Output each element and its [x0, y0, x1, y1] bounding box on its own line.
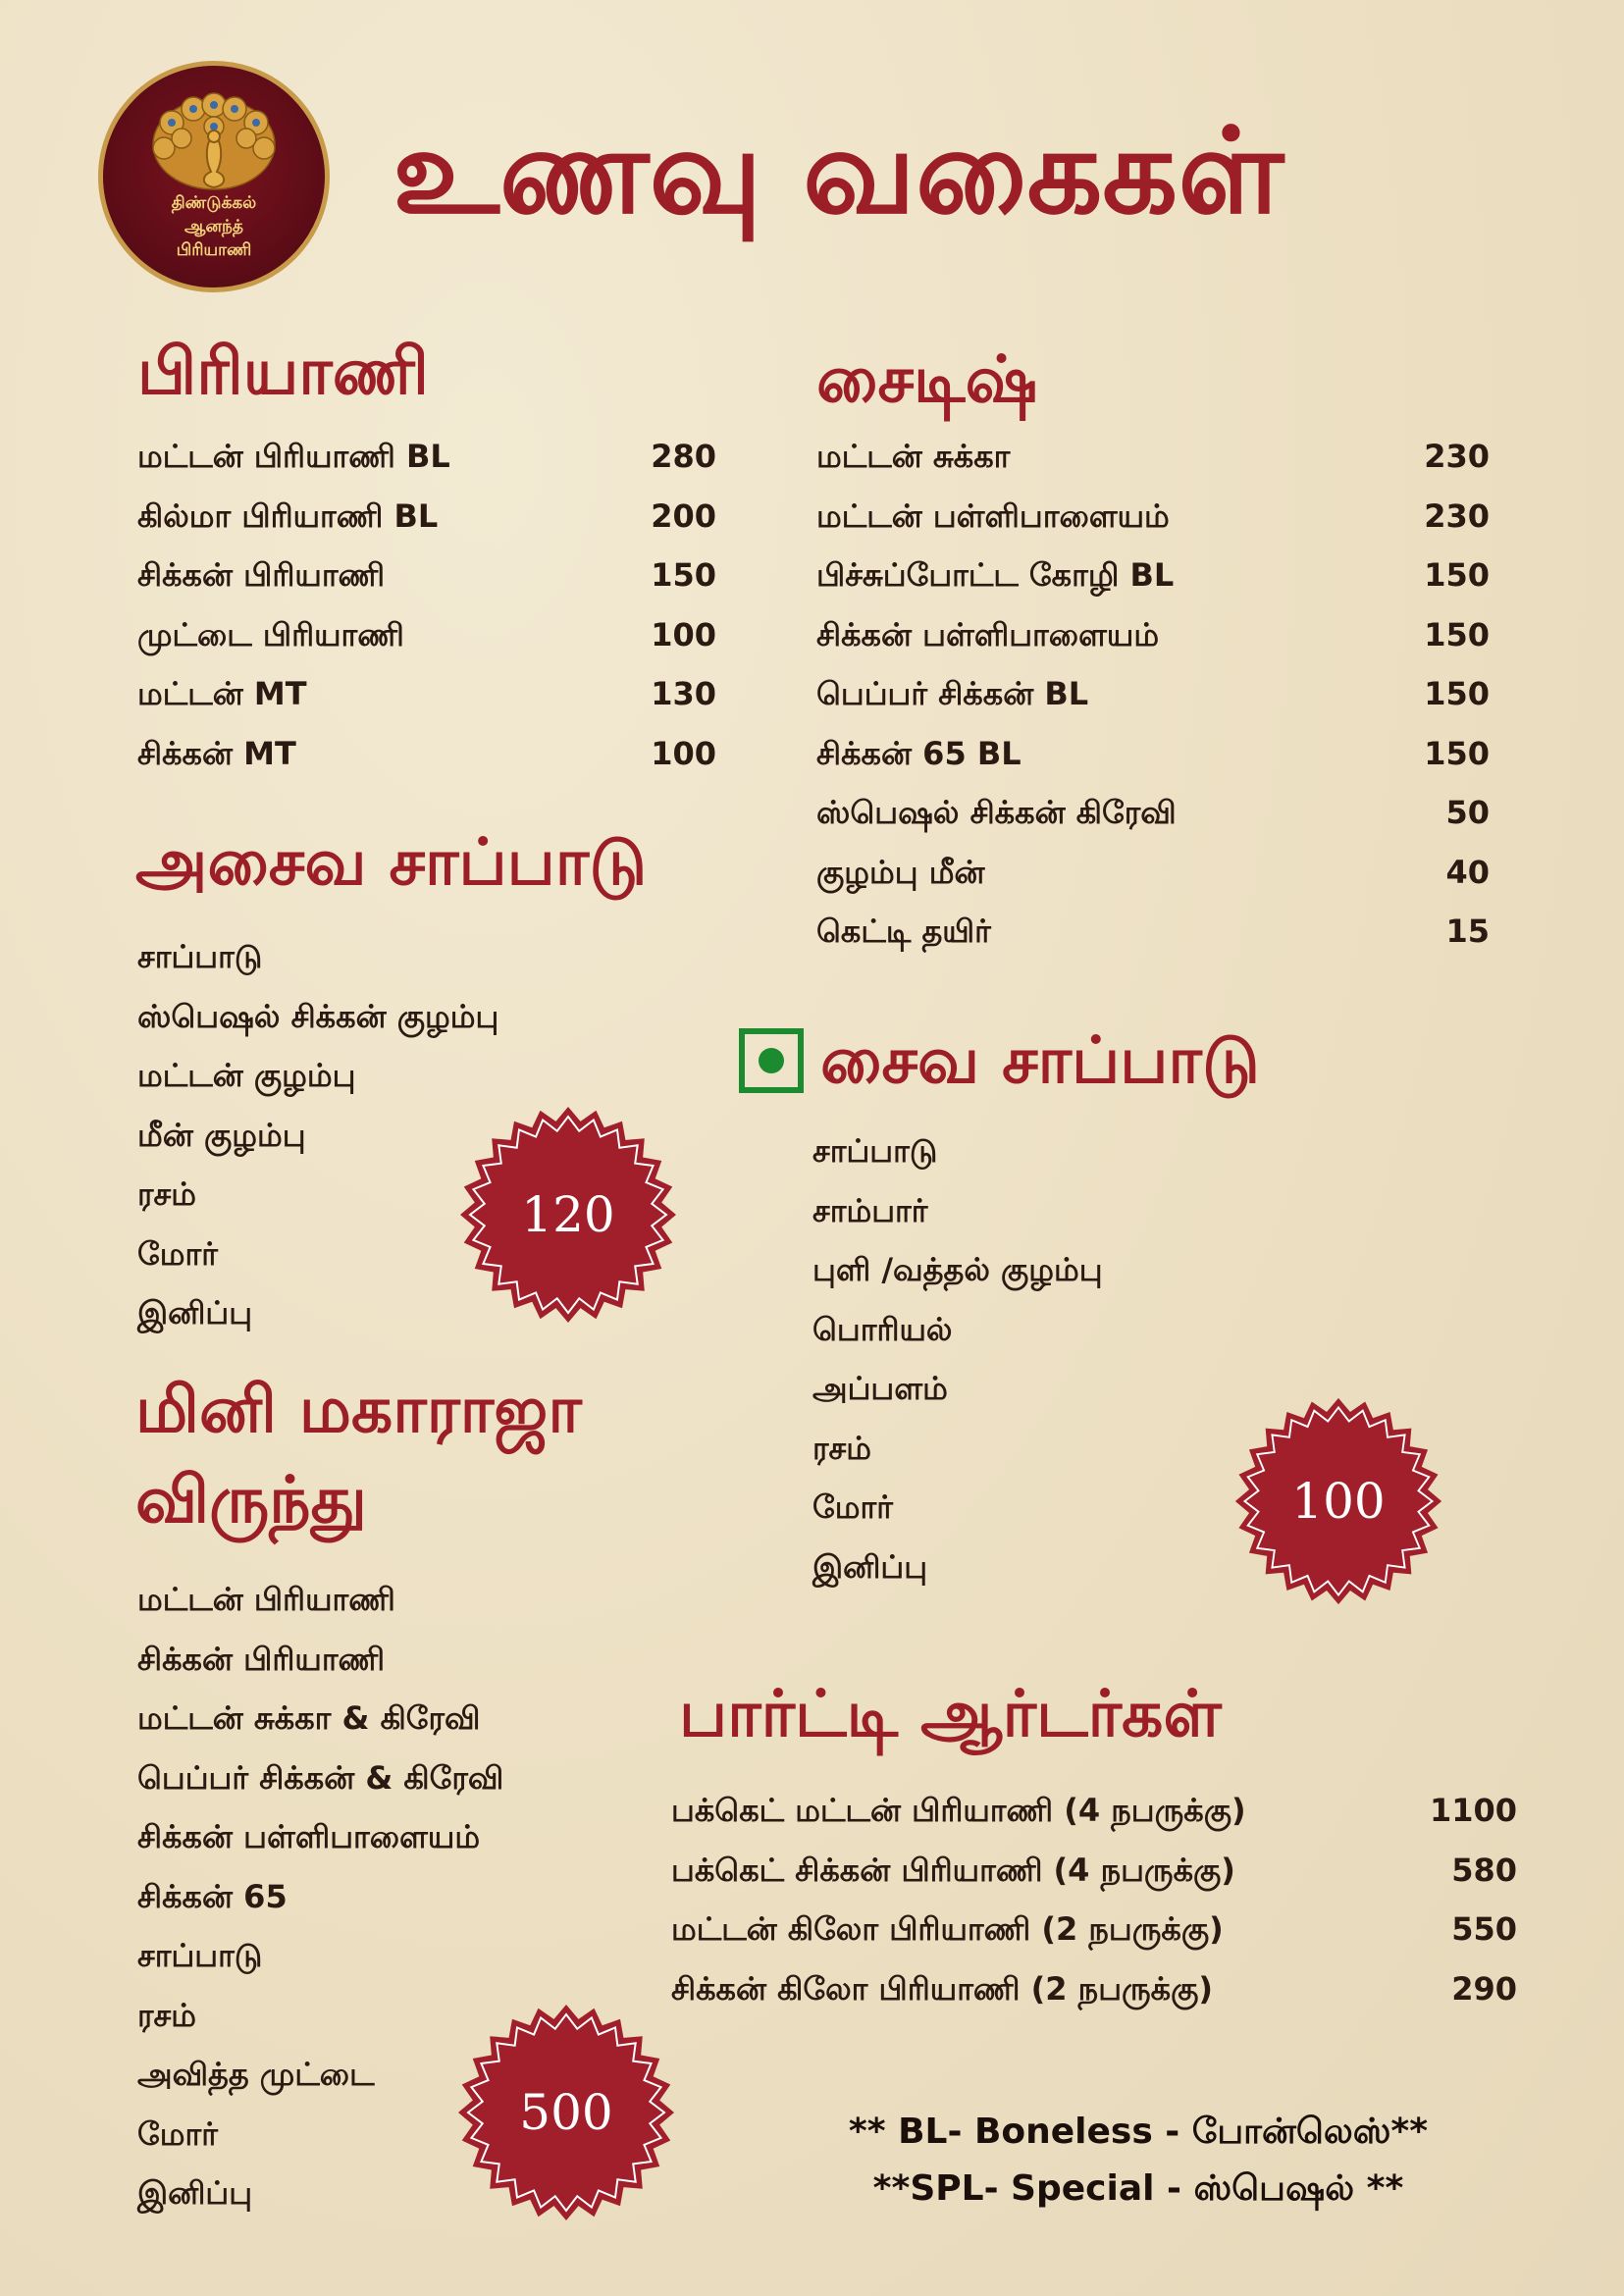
sidedish-heading: சைடிஷ்: [816, 340, 1038, 417]
price-badge-nonveg: [457, 1104, 679, 1326]
menu-item: [137, 605, 716, 665]
price-badge-mini-maharaja: [455, 2002, 677, 2223]
item-name: மட்டன் பள்ளிபாளையம்: [816, 496, 1170, 535]
menu-item: [671, 1959, 1517, 2019]
veg-symbol-icon: [739, 1028, 804, 1093]
menu-item: [671, 1900, 1517, 1959]
item-name: பக்கெட் சிக்கன் பிரியாணி (4 நபருக்கு): [671, 1851, 1235, 1889]
item-name: கெட்டி தயிர்: [816, 913, 991, 950]
list-item: சாப்பாடு: [137, 1937, 263, 1974]
list-item: மோர்: [137, 2114, 218, 2153]
item-price: 150: [1424, 615, 1490, 653]
menu-item: [137, 427, 716, 487]
logo-line-1: திண்டுக்கல்: [171, 193, 257, 213]
item-name: சிக்கன் MT: [137, 734, 296, 772]
mini-maharaja-heading-line1: மினி மகாராஜா: [135, 1371, 582, 1447]
item-name: முட்டை பிரியாணி: [137, 615, 404, 653]
item-price: 290: [1451, 1969, 1517, 2008]
badge-price: 120: [521, 1186, 615, 1243]
logo-line-2: ஆனந்த்: [184, 217, 243, 236]
list-item: அவித்த முட்டை: [137, 2056, 375, 2093]
sidedish-list: [816, 427, 1490, 962]
item-name: பக்கெட் மட்டன் பிரியாணி (4 நபருக்கு): [671, 1792, 1246, 1829]
list-item: சாம்பார்: [812, 1191, 928, 1229]
menu-item: [671, 1781, 1517, 1841]
menu-item: [816, 546, 1490, 605]
menu-item: [816, 724, 1490, 784]
list-item: மட்டன் பிரியாணி: [137, 1581, 395, 1618]
item-price: 550: [1451, 1910, 1517, 1948]
mini-maharaja-heading-line2: விருந்து: [135, 1461, 367, 1538]
list-item: ரசம்: [137, 1175, 196, 1213]
veg-meals-heading: சைவ சாப்பாடு: [820, 1021, 1260, 1098]
badge-price: 500: [519, 2084, 613, 2141]
list-item: பெப்பர் சிக்கன் & கிரேவி: [137, 1758, 504, 1797]
item-price: 200: [651, 496, 716, 535]
item-price: 100: [651, 615, 716, 653]
restaurant-logo: [98, 61, 330, 292]
list-item: பொரியல்: [812, 1310, 953, 1348]
item-price: 100: [651, 734, 716, 772]
biryani-list: [137, 427, 716, 783]
item-price: 150: [651, 556, 716, 594]
menu-item: [137, 664, 716, 724]
list-item: சிக்கன் 65: [137, 1877, 288, 1915]
list-item: இனிப்பு: [812, 1547, 928, 1586]
list-item: புளி /வத்தல் குழம்பு: [812, 1251, 1103, 1288]
list-item: அப்பளம்: [812, 1370, 948, 1407]
item-name: பிச்சுப்போட்ட கோழி BL: [816, 556, 1175, 594]
list-item: சாப்பாடு: [812, 1132, 938, 1170]
price-badge-veg: [1232, 1395, 1444, 1607]
item-price: 580: [1451, 1851, 1517, 1889]
item-name: சிக்கன் பள்ளிபாளையம்: [816, 615, 1160, 653]
item-price: 230: [1424, 438, 1490, 475]
list-item: ஸ்பெஷல் சிக்கன் குழம்பு: [137, 997, 499, 1035]
menu-item: [671, 1841, 1517, 1901]
list-item: ரசம்: [812, 1429, 871, 1467]
menu-item: [137, 546, 716, 605]
menu-item: [816, 487, 1490, 547]
menu-item: [816, 843, 1490, 903]
item-price: 40: [1445, 853, 1490, 891]
item-name: சிக்கன் 65 BL: [816, 734, 1022, 772]
item-name: பெப்பர் சிக்கன் BL: [816, 675, 1089, 712]
item-price: 150: [1424, 556, 1490, 594]
party-orders-heading: பார்ட்டி ஆர்டர்கள்: [679, 1675, 1222, 1751]
menu-item: [816, 605, 1490, 665]
list-item: சாப்பாடு: [137, 938, 263, 975]
list-item: மோர்: [137, 1234, 218, 1273]
logo-line-3: பிரியாணி: [176, 240, 252, 260]
item-price: 1100: [1429, 1792, 1517, 1829]
menu-title: உணவு வகைகள்: [393, 102, 1284, 240]
list-item: சிக்கன் பிரியாணி: [137, 1640, 386, 1678]
list-item: மட்டன் சுக்கா & கிரேவி: [137, 1699, 481, 1737]
note-boneless: ** BL- Boneless - போன்லெஸ்**: [848, 2112, 1429, 2152]
item-price: 150: [1424, 734, 1490, 772]
item-price: 130: [651, 675, 716, 712]
list-item: இனிப்பு: [137, 1294, 253, 1331]
item-name: சிக்கன் கிலோ பிரியாணி (2 நபருக்கு): [671, 1969, 1214, 2008]
list-item: மட்டன் குழம்பு: [137, 1057, 356, 1094]
item-price: 15: [1445, 913, 1490, 950]
item-name: மட்டன் சுக்கா: [816, 438, 1011, 475]
list-item: மீன் குழம்பு: [137, 1116, 306, 1154]
menu-item: [816, 427, 1490, 487]
list-item: ரசம்: [137, 1996, 196, 2034]
nonveg-meals-heading: அசைவ சாப்பாடு: [135, 823, 648, 900]
item-name: சிக்கன் பிரியாணி: [137, 556, 386, 594]
item-price: 150: [1424, 675, 1490, 712]
biryani-heading: பிரியாணி: [137, 333, 429, 409]
item-price: 50: [1445, 794, 1490, 831]
list-item: இனிப்பு: [137, 2174, 253, 2212]
item-price: 230: [1424, 496, 1490, 535]
item-name: கில்மா பிரியாணி BL: [137, 496, 439, 535]
note-special: **SPL- Special - ஸ்பெஷல் **: [872, 2168, 1404, 2209]
item-name: ஸ்பெஷல் சிக்கன் கிரேவி: [816, 794, 1177, 831]
party-orders-list: [671, 1781, 1517, 2018]
menu-item: [137, 487, 716, 547]
item-name: மட்டன் பிரியாணி BL: [137, 438, 450, 475]
menu-item: [816, 664, 1490, 724]
menu-item: [816, 902, 1490, 962]
item-name: குழம்பு மீன்: [816, 853, 985, 891]
menu-item: [816, 783, 1490, 843]
list-item: சிக்கன் பள்ளிபாளையம்: [137, 1818, 481, 1855]
item-price: 280: [651, 438, 716, 475]
item-name: மட்டன் கிலோ பிரியாணி (2 நபருக்கு): [671, 1910, 1224, 1948]
menu-item: [137, 724, 716, 784]
badge-price: 100: [1291, 1473, 1386, 1530]
item-name: மட்டன் MT: [137, 675, 307, 712]
list-item: மோர்: [812, 1488, 893, 1526]
